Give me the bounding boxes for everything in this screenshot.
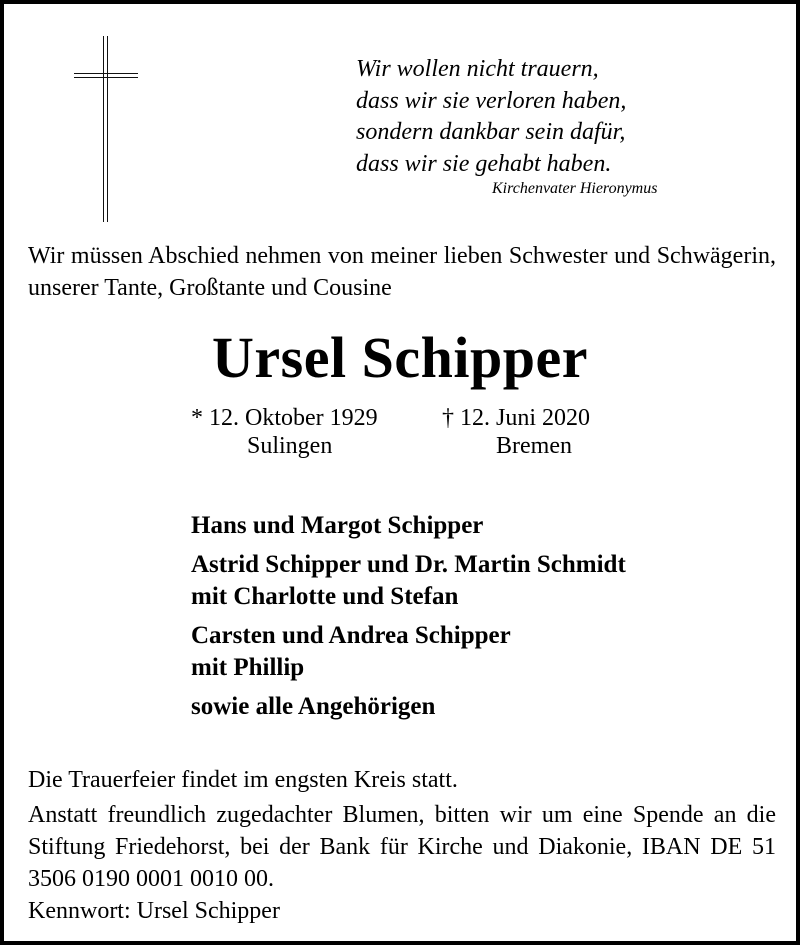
mourner-group: [191, 691, 626, 723]
quote-line: sondern dankbar sein dafür,: [356, 119, 626, 145]
quote-author: Kirchenvater Hieronymus: [492, 180, 658, 197]
mourner-line: Hans und Margot Schipper: [191, 512, 484, 539]
death-place: Bremen: [496, 433, 572, 459]
birth-place: Sulingen: [247, 433, 333, 459]
mourner-line: mit Phillip: [191, 654, 305, 681]
notice-footer: [28, 764, 776, 927]
ceremony-note: Die Trauerfeier findet im engsten Kreis statt.: [28, 767, 458, 793]
mourner-group: [191, 549, 626, 613]
farewell-text: Wir müssen Abschied nehmen von meiner lieben Schwester und Schwägerin, unserer Tante, Großtante und Cousine: [28, 243, 776, 301]
mourner-line: Carsten und Andrea Schipper: [191, 622, 511, 649]
donation-keyword: Kennwort: Ursel Schipper: [28, 898, 280, 924]
quote-line: dass wir sie gehabt haben.: [356, 150, 612, 177]
mourner-line: mit Charlotte und Stefan: [191, 583, 459, 610]
mourner-group: [191, 620, 626, 684]
mourner-group: [191, 510, 626, 542]
mourner-line: Astrid Schipper und Dr. Martin Schmidt: [191, 551, 626, 578]
quote-line: dass wir sie verloren haben,: [356, 87, 627, 114]
quote-line: Wir wollen nicht trauern,: [356, 56, 599, 82]
deceased-name: Ursel Schipper: [212, 325, 588, 390]
birth-date: * 12. Oktober 1929: [191, 405, 378, 431]
donation-note: Anstatt freundlich zugedachter Blumen, bitten wir um eine Spende an die Stiftung Friedehorst, bei der Bank für Kirche und Diakonie, IBAN DE 51 3506 0190 0001 0010 00.: [28, 802, 776, 892]
mourners-list: [191, 510, 626, 730]
mourner-line: sowie alle Angehörigen: [191, 693, 436, 720]
cross-icon: [74, 36, 138, 222]
death-date: † 12. Juni 2020: [442, 405, 591, 431]
memorial-quote: [356, 54, 626, 180]
